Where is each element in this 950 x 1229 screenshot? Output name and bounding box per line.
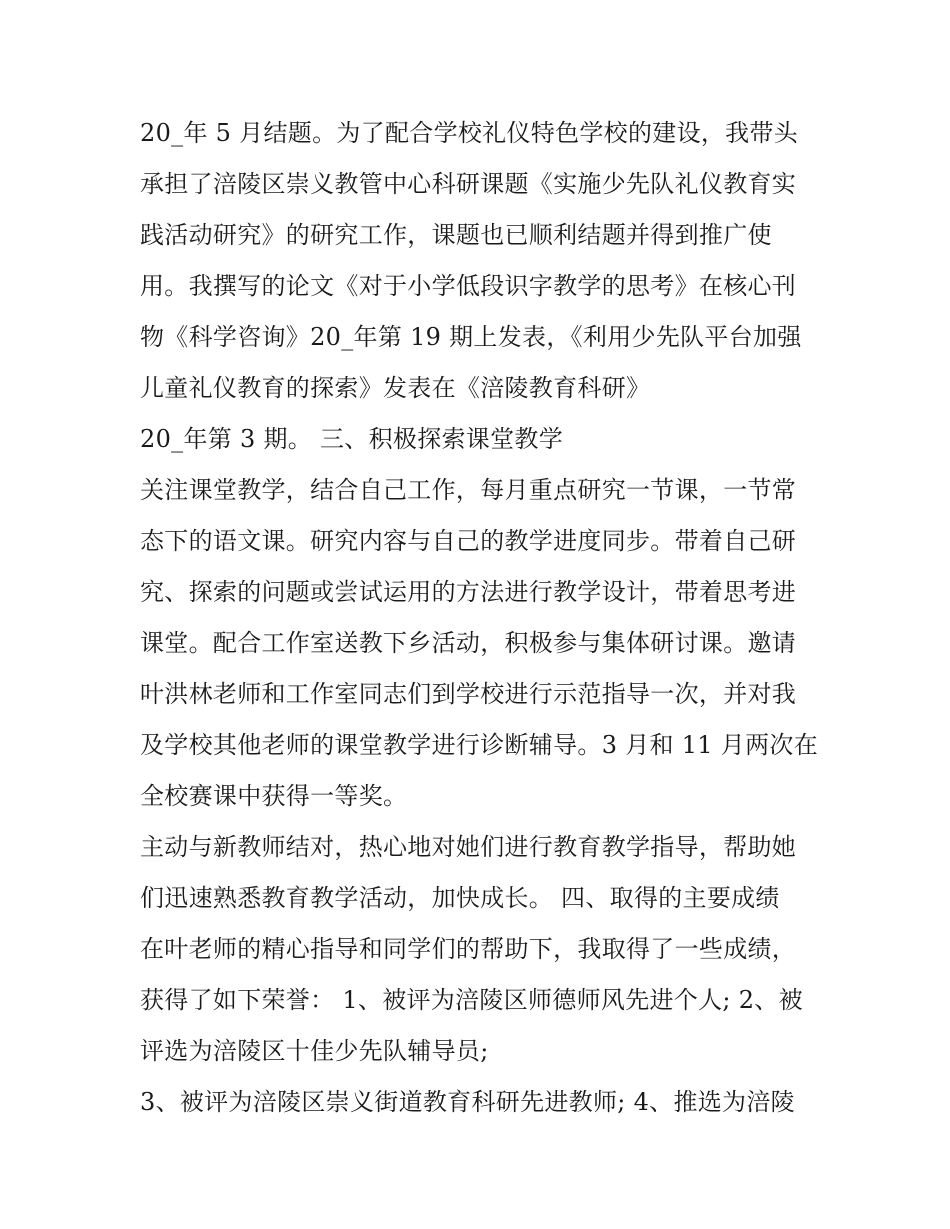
text-line: 20_年 5 月结题。为了配合学校礼仪特色学校的建设，我带头 [140,119,799,147]
body-text [140,108,820,1128]
text-line: 全校赛课中获得一等奖。 [140,782,408,810]
text-line: 主动与新教师结对，热心地对她们进行教育教学指导，帮助她 [140,833,797,861]
text-line: 在叶老师的精心指导和同学们的帮助下，我取得了一些成绩， [140,935,797,963]
text-line: 物《科学咨询》20_年第 19 期上发表，《利用少先队平台加强 [140,323,802,351]
text-line: 态下的语文课。研究内容与自己的教学进度同步。带着自己研 [140,527,797,555]
text-line: 承担了涪陵区崇义教管中心科研课题《实施少先队礼仪教育实 [140,170,797,198]
text-line: 课堂。配合工作室送教下乡活动，积极参与集体研讨课。邀请 [140,629,797,657]
text-line: 儿童礼仪教育的探索》发表在《涪陵教育科研》 [140,374,651,402]
text-line: 20_年第 3 期。 三、积极探索课堂教学 [140,425,563,453]
text-line: 获得了如下荣誉： 1、被评为涪陵区师德师风先进个人; 2、被 [140,986,803,1014]
text-line: 及学校其他老师的课堂教学进行诊断辅导。3 月和 11 月两次在 [140,731,818,759]
text-line: 3、被评为涪陵区崇义街道教育科研先进教师; 4、推选为涪陵 [140,1088,795,1116]
text-line: 践活动研究》的研究工作，课题也已顺利结题并得到推广使 [140,221,772,249]
text-line: 用。我撰写的论文《对于小学低段识字教学的思考》在核心刊 [140,272,797,300]
text-line: 评选为涪陵区十佳少先队辅导员; [140,1037,489,1065]
text-line: 叶洪林老师和工作室同志们到学校进行示范指导一次，并对我 [140,680,797,708]
text-line: 究、探索的问题或尝试运用的方法进行教学设计，带着思考进 [140,578,797,606]
text-line: 关注课堂教学，结合自己工作，每月重点研究一节课，一节常 [140,476,797,504]
text-line: 们迅速熟悉教育教学活动，加快成长。 四、取得的主要成绩 [140,884,780,912]
